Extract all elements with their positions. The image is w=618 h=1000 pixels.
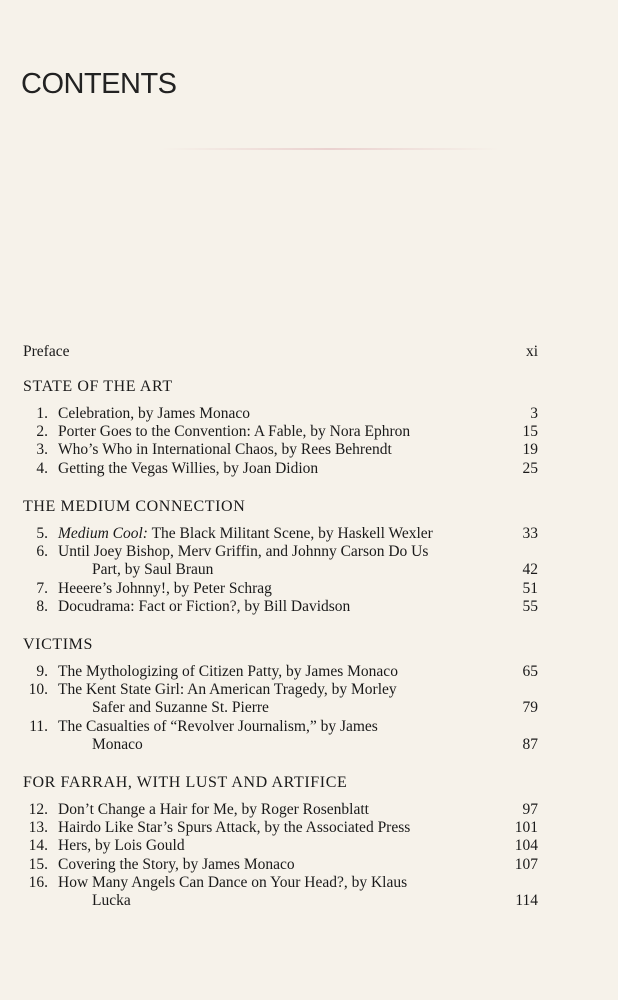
entry-page-number: 104 [514, 837, 538, 855]
toc-entry-line [0, 699, 618, 717]
entry-page-number: 55 [522, 597, 538, 615]
toc-entry-line [0, 423, 618, 441]
preface-label: Preface [23, 343, 70, 360]
toc-entry-line [0, 525, 618, 543]
entry-page-number: 51 [522, 579, 538, 597]
entry-number: 7. [36, 579, 48, 597]
entry-title: Monaco [92, 735, 143, 753]
toc-entry-line [0, 561, 618, 579]
entry-title: Part, by Saul Braun [92, 561, 214, 579]
toc-entry-line [0, 736, 618, 754]
entry-title-italic: Medium Cool: [58, 525, 148, 542]
toc-entry-line [0, 856, 618, 874]
entry-number: 10. [28, 681, 48, 699]
entry-number: 13. [28, 819, 48, 837]
entry-title: How Many Angels Can Dance on Your Head?, by Klaus [58, 873, 408, 891]
toc-entry-line [0, 460, 618, 478]
toc-entry-line [0, 580, 618, 598]
entry-page-number: 25 [522, 459, 538, 477]
entry-title: Medium Cool: The Black Militant Scene, by Haskell Wexler [58, 525, 433, 542]
section-heading: STATE OF THE ART [23, 378, 173, 395]
entry-page-number: 65 [522, 663, 538, 680]
toc-entry-line [0, 405, 618, 423]
entry-number: 4. [36, 459, 48, 477]
entry-number: 5. [36, 525, 48, 542]
entry-page-number: 107 [514, 855, 538, 873]
entry-page-number: 3 [530, 405, 538, 422]
entry-title: Hers, by Lois Gould [58, 837, 185, 855]
toc-entry-line [0, 598, 618, 616]
toc-entry-line [0, 663, 618, 681]
section-heading: FOR FARRAH, WITH LUST AND ARTIFICE [23, 774, 348, 791]
entry-number: 8. [36, 597, 48, 615]
entry-number: 1. [36, 405, 48, 422]
entry-title: Who’s Who in International Chaos, by Rees Behrendt [58, 441, 392, 459]
entry-number: 11. [29, 717, 48, 735]
toc-entry-line [0, 718, 618, 736]
entry-number: 3. [36, 441, 48, 459]
entry-page-number: 33 [522, 525, 538, 542]
entry-page-number: 97 [522, 801, 538, 818]
section-heading: VICTIMS [23, 636, 93, 653]
entry-number: 15. [28, 855, 48, 873]
entry-number: 2. [36, 423, 48, 441]
entry-title: Getting the Vegas Willies, by Joan Didion [58, 459, 319, 477]
entry-title: Celebration, by James Monaco [58, 405, 250, 422]
toc-entry-line [0, 874, 618, 892]
entry-title: Hairdo Like Star’s Spurs Attack, by the Associated Press [58, 819, 411, 837]
entry-title: The Casualties of “Revolver Journalism,” by James [58, 717, 378, 735]
entry-title: Covering the Story, by James Monaco [58, 855, 295, 873]
entry-number: 9. [36, 663, 48, 680]
paper-smudge [160, 148, 500, 150]
toc-entry-line [0, 892, 618, 910]
page-title: CONTENTS [21, 68, 177, 100]
entry-title: Heeere’s Johnny!, by Peter Schrag [58, 579, 272, 597]
entry-title: Docudrama: Fact or Fiction?, by Bill Davidson [58, 597, 351, 615]
entry-number: 16. [28, 873, 48, 891]
entry-page-number: 42 [522, 561, 538, 579]
toc-entry-line [0, 801, 618, 819]
entry-page-number: 79 [522, 699, 538, 717]
entry-page-number: 15 [522, 423, 538, 441]
entry-title: Don’t Change a Hair for Me, by Roger Rosenblatt [58, 801, 369, 818]
entry-page-number: 114 [515, 892, 538, 909]
toc-entry-line [0, 819, 618, 837]
entry-title: The Kent State Girl: An American Tragedy, by Morley [58, 681, 397, 699]
entry-title: Lucka [92, 892, 131, 909]
entry-page-number: 101 [514, 819, 538, 837]
entry-title: Porter Goes to the Convention: A Fable, by Nora Ephron [58, 423, 411, 441]
entry-number: 14. [28, 837, 48, 855]
entry-title: Until Joey Bishop, Merv Griffin, and Johnny Carson Do Us [58, 543, 429, 561]
section-heading: THE MEDIUM CONNECTION [23, 498, 246, 515]
toc-entry-line [0, 543, 618, 561]
entry-page-number: 87 [522, 735, 538, 753]
toc-entry-line [0, 441, 618, 459]
preface-row [0, 343, 618, 361]
preface-page-number: xi [525, 343, 538, 360]
entry-title: The Mythologizing of Citizen Patty, by James Monaco [58, 663, 398, 680]
entry-number: 6. [36, 543, 48, 561]
entry-number: 12. [28, 801, 48, 818]
toc-entry-line [0, 837, 618, 855]
entry-page-number: 19 [522, 441, 538, 459]
toc-entry-line [0, 681, 618, 699]
entry-title: Safer and Suzanne St. Pierre [92, 699, 269, 717]
